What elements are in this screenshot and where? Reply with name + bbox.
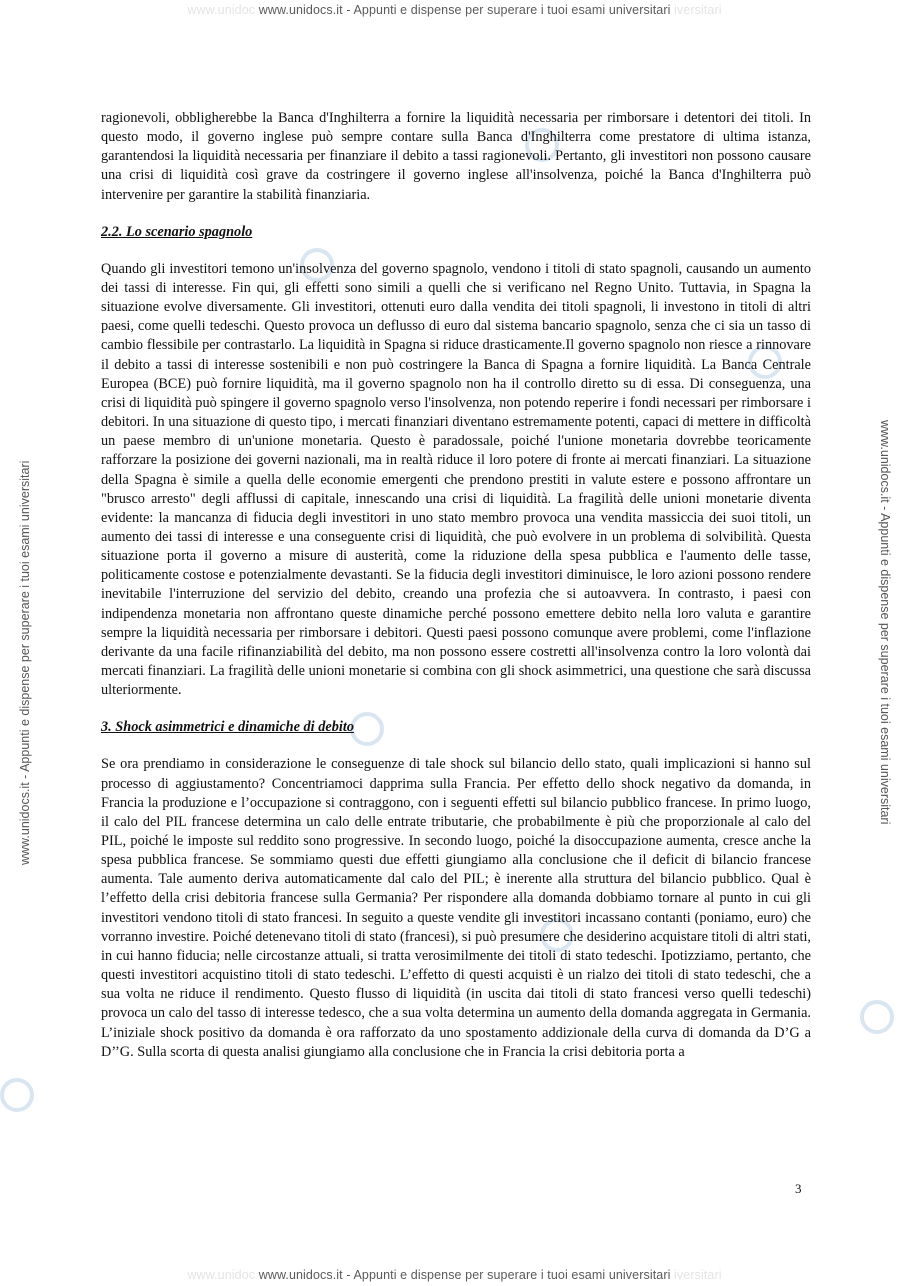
header-banner-link[interactable]: www.unidocs.it - Appunti e dispense per superare i tuoi esami universitari bbox=[258, 3, 671, 17]
banner-ghost-right: iversitari bbox=[674, 3, 722, 17]
section-3-paragraph: Se ora prendiamo in considerazione le conseguenze di tale shock sul bilancio dello stato, quali implicazioni si hanno sul processo di aggiustamento? Concentriamoci dapprima sulla Francia. Per effetto dello shock negativo da domanda, in Francia la produzione e l’occupazione si contraggono, con i seguenti effetti sul bilancio pubblico francese. In primo luogo, il calo del PIL francese determina un calo delle entrate tributarie, che probabilmente è più che proporzionale al calo del PIL, poiché le imposte sul reddito sono progressive. In secondo luogo, poiché la disoccupazione aumenta, cresce anche la spesa pubblica francese. Se sommiamo questi due effetti giungiamo alla conclusione che il deficit di bilancio francese aumenta. Tale aumento deriva automaticamente dal calo del PIL; è inerente alla struttura del bilancio pubblico. Qual è l’effetto della crisi debitoria francese sulla Germania? Per rispondere alla domanda dobbiamo tornare al punto in cui gli investitori vendono titoli di stato francesi. In seguito a queste vendite gli investitori incassano contanti (poniamo, euro) che vorranno investire. Poiché detenevano titoli di stato (francesi), si può presumere che desiderino acquistare titoli di altri stati, in cui hanno fiducia; nelle circostanze attuali, si tratta verosimilmente dei titoli di stato tedeschi. Ipotizziamo, pertanto, che questi investitori acquistino titoli di stato tedeschi. L’effetto di questi acquisti è un rialzo dei titoli di stato tedeschi, che a sua volta ne riduce il rendimento. Questo flusso di liquidità (in uscita dai titoli di stato francesi verso quelli tedeschi) provoca un calo del tasso di interesse tedesco, che a sua volta determina un aumento della domanda aggregata in Germania. L’iniziale shock positivo da domanda è ora rafforzato da uno spostamento addizionale della curva di domanda da D’G a D’’G. Sulla scorta di questa analisi giungiamo alla conclusione che in Francia la crisi debitoria porta a bbox=[101, 756, 811, 1060]
footer-banner[interactable] bbox=[0, 1268, 909, 1282]
document-body bbox=[101, 109, 811, 1062]
header-banner[interactable] bbox=[0, 3, 909, 17]
intro-paragraph: ragionevoli, obbligherebbe la Banca d'Inghilterra a fornire la liquidità necessaria per rimborsare i detentori dei titoli. In questo modo, il governo inglese può sempre contare sulla Banca d'Inghilterra come prestatore di ultima istanza, garantendosi la liquidità necessaria per finanziare il debito a tassi ragionevoli. Pertanto, gli investitori non possono causare una crisi di liquidità così grave da costringere il governo inglese all'insolvenza, poiché la Banca d'Inghilterra può intervenire per garantire la stabilità finanziaria. bbox=[101, 110, 811, 203]
watermark-logo-icon bbox=[860, 1000, 894, 1034]
left-side-banner-text: www.unidocs.it - Appunti e dispense per superare i tuoi esami universitari bbox=[18, 460, 32, 865]
watermark-logo-icon bbox=[0, 1078, 34, 1112]
section-heading-2-2: 2.2. Lo scenario spagnolo bbox=[101, 223, 253, 240]
right-side-banner-text: www.unidocs.it - Appunti e dispense per superare i tuoi esami universitari bbox=[878, 420, 892, 825]
section-heading-3: 3. Shock asimmetrici e dinamiche di debito bbox=[101, 719, 354, 736]
banner-ghost-left: www.unidoc bbox=[187, 1268, 256, 1282]
left-side-banner bbox=[18, 461, 32, 865]
section-2-2-paragraph: Quando gli investitori temono un'insolvenza del governo spagnolo, vendono i titoli di stato spagnoli, causando un aumento dei tassi di interesse. Fin qui, gli effetti sono simili a quelli che si verificano nel Regno Unito. Tuttavia, in Spagna la situazione evolve diversamente. Gli investitori, ottenuti euro dalla vendita dei titoli spagnoli, li investono in titoli di altri paesi, come quelli tedeschi. Questo provoca un deflusso di euro dal sistema bancario spagnolo, senza che ci sia un tasso di cambio flessibile per contrastarlo. La liquidità in Spagna si riduce drasticamente.Il governo spagnolo non riesce a rinnovare il debito a tassi di interesse sostenibili e non può costringere la Banca di Spagna a fornire liquidità. La Banca Centrale Europea (BCE) può fornire liquidità, ma il governo spagnolo non ha il controllo diretto su di essa. Di conseguenza, una crisi di liquidità può spingere il governo spagnolo verso l'insolvenza, non potendo reperire i fondi necessari per rimborsare i debitori. In una situazione di questo tipo, i mercati finanziari diventano estremamente potenti, capaci di mettere in difficoltà un paese membro di un'unione monetaria. Questo è paradossale, poiché l'unione monetaria dovrebbe teoricamente rafforzare la posizione dei governi nazionali, ma in realtà riduce il loro potere di fronte ai mercati finanziari. La situazione della Spagna è simile a quella delle economie emergenti che prendono prestiti in valute estere e possono affrontare un "brusco arresto" degli afflussi di capitale, innescando una crisi di liquidità. La fragilità delle unioni monetarie diventa evidente: la mancanza di fiducia degli investitori in uno stato membro provoca una vendita massiccia dei suoi titoli, un aumento dei tassi di interesse e una conseguente crisi di liquidità, che può evolvere in un problema di solvibilità. Questa situazione porta il governo a misure di austerità, come la riduzione della spesa pubblica e l'aumento delle tasse, politicamente costose e potenzialmente devastanti. Se la fiducia degli investitori diminuisce, le loro azioni possono rendere inevitabile l'interruzione del servizio del debito, creando una profezia che si autoavvera. In contrasto, i paesi con indipendenza monetaria non affrontano queste dinamiche perché possono emettere debito nella loro valuta e garantire sempre la liquidità necessaria per rimborsare i debitori. Questi paesi possono comunque avere problemi, come l'inflazione derivante da una facile rifinanziabilità del debito, ma non possono essere costretti all'insolvenza contro la loro volontà dai mercati finanziari. La fragilità delle unioni monetarie si combina con gli shock asimmetrici, una questione che sarà discussa ulteriormente. bbox=[101, 260, 811, 699]
page-number: 3 bbox=[795, 1181, 802, 1196]
banner-ghost-right: iversitari bbox=[674, 1268, 722, 1282]
footer-banner-link[interactable]: www.unidocs.it - Appunti e dispense per superare i tuoi esami universitari bbox=[258, 1268, 671, 1282]
banner-ghost-left: www.unidoc bbox=[187, 3, 256, 17]
right-side-banner bbox=[878, 420, 892, 824]
